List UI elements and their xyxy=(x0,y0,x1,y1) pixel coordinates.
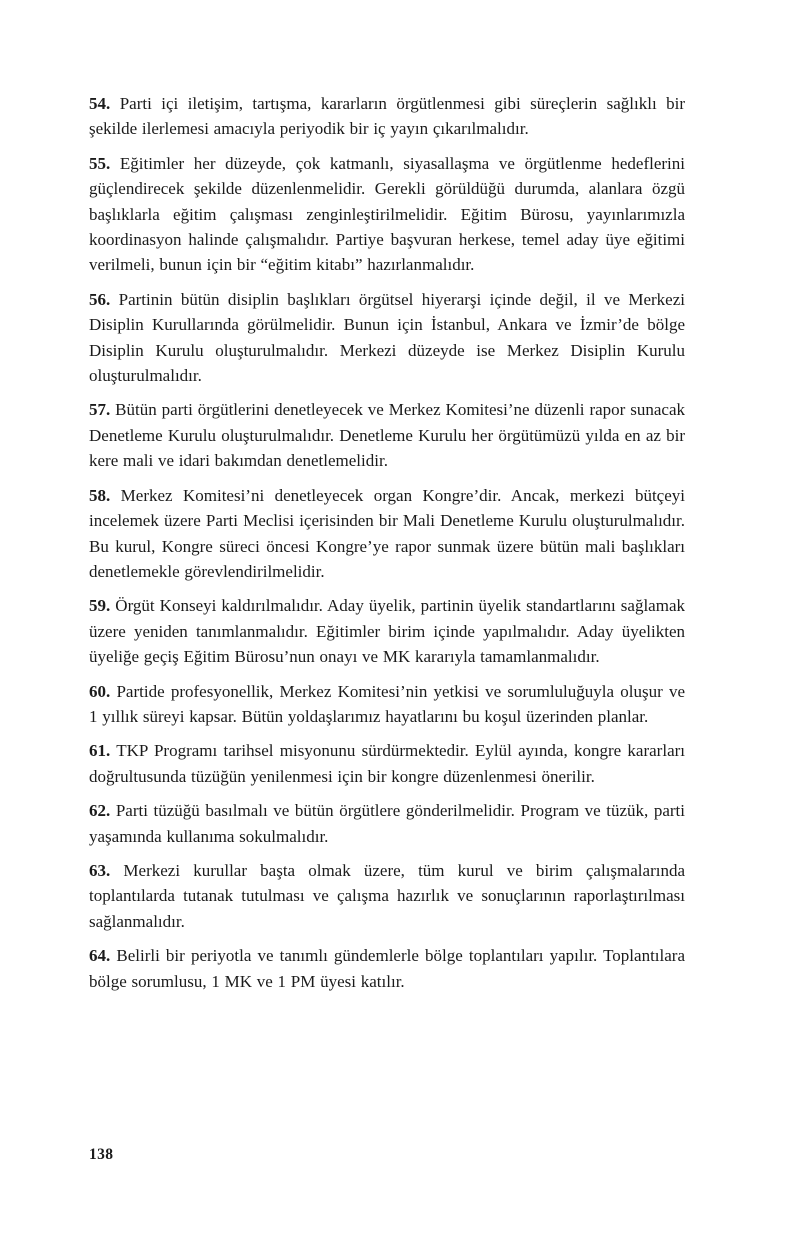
paragraph-text: Merkezi kurullar başta olmak üzere, tüm kurul ve birim çalışmalarında toplantılarda tutanak tutulması ve çalışma hazırlık ve sonuçlarının raporlaştırılması sağlanmalıdır. xyxy=(89,860,686,931)
paragraph xyxy=(89,738,685,789)
paragraph-text: TKP Programı tarihsel misyonunu sürdürmektedir. Eylül ayında, kongre kararları doğrultusunda tüzüğün yenilenmesi için bir kongre düzenlenmesi önerilir. xyxy=(89,741,685,786)
paragraph-number: 62. xyxy=(89,801,111,821)
paragraph-text: Örgüt Konseyi kaldırılmalıdır. Aday üyelik, partinin üyelik standartlarını sağlamak üzere yeniden tanımlanmalıdır. Eğitimler birim içinde yapılmalıdır. Aday üyelikten üyeliğe geçiş Eğitim Bürosu’nun onayı ve MK kararıyla tamamlanmalıdır. xyxy=(89,596,685,667)
paragraph-number: 64. xyxy=(89,946,111,966)
paragraph-number: 58. xyxy=(89,485,111,505)
paragraph xyxy=(89,397,685,473)
paragraph-number: 55. xyxy=(89,153,111,173)
paragraph xyxy=(89,798,685,849)
paragraph-number: 57. xyxy=(89,400,111,420)
paragraph-number: 63. xyxy=(89,860,111,880)
paragraph xyxy=(89,858,685,934)
paragraph xyxy=(89,287,685,389)
paragraph xyxy=(89,483,685,585)
paragraph-text: Partinin bütün disiplin başlıkları örgütsel hiyerarşi içinde değil, il ve Merkezi Disiplin Kurullarında görülmelidir. Bunun için İstanbul, Ankara ve İzmir’de bölge Disiplin Kurulu oluşturulmalıdır. Merkezi düzeyde ise Merkez Disiplin Kurulu oluşturulmalıdır. xyxy=(89,289,685,386)
paragraph xyxy=(89,593,685,669)
paragraph-text: Merkez Komitesi’ni denetleyecek organ Kongre’dir. Ancak, merkezi bütçeyi incelemek üzere Parti Meclisi içerisinden bir Mali Denetleme Kurulu oluşturulmalıdır. Bu kurul, Kongre süreci öncesi Kongre’ye rapor sunmak üzere bütün mali başlıkları denetlemekle görevlendirilmelidir. xyxy=(89,485,685,581)
paragraph-number: 56. xyxy=(89,289,111,309)
paragraph-number: 61. xyxy=(89,741,111,761)
paragraph-text: Bütün parti örgütlerini denetleyecek ve Merkez Komitesi’ne düzenli rapor sunacak Denetleme Kurulu oluşturulmalıdır. Denetleme Kurulu her örgütümüzü yılda en az bir kere mali ve idari bakımdan denetlemelidir. xyxy=(89,400,685,471)
text-block xyxy=(89,91,685,994)
paragraph xyxy=(89,151,685,278)
paragraph-text: Parti içi iletişim, tartışma, kararların örgütlenmesi gibi süreçlerin sağlıklı bir şekilde ilerlemesi amacıyla periyodik bir iç yayın çıkarılmalıdır. xyxy=(89,94,685,139)
paragraph-text: Parti tüzüğü basılmalı ve bütün örgütlere gönderilmelidir. Program ve tüzük, parti yaşamında kullanıma sokulmalıdır. xyxy=(89,801,685,846)
paragraph-number: 59. xyxy=(89,596,111,616)
paragraph-text: Partide profesyonellik, Merkez Komitesi’nin yetkisi ve sorumluluğuyla oluşur ve 1 yıllık süreyi kapsar. Bütün yoldaşlarımız hayatlarını bu koşul üzerinden planlar. xyxy=(89,681,686,726)
paragraph-number: 60. xyxy=(89,681,111,701)
paragraph xyxy=(89,943,685,994)
page-number: 138 xyxy=(89,1146,114,1163)
paragraph-text: Belirli bir periyotla ve tanımlı gündemlerle bölge toplantıları yapılır. Toplantılara bölge sorumlusu, 1 MK ve 1 PM üyesi katılır. xyxy=(89,946,686,991)
paragraph-text: Eğitimler her düzeyde, çok katmanlı, siyasallaşma ve örgütlenme hedeflerini güçlendirecek şekilde düzenlenmelidir. Gerekli görüldüğü durumda, alanlara özgü başlıklarla eğitim çalışması zenginleştirilmelidir. Eğitim Bürosu, yayınlarımızla koordinasyon halinde çalışmalıdır. Partiye başvuran herkese, temel aday üye eğitimi verilmeli, bunun için bir “eğitim kitabı” hazırlanmalıdır. xyxy=(89,153,686,275)
paragraph-number: 54. xyxy=(89,94,111,113)
paragraph xyxy=(89,679,685,730)
paragraph xyxy=(89,91,685,142)
